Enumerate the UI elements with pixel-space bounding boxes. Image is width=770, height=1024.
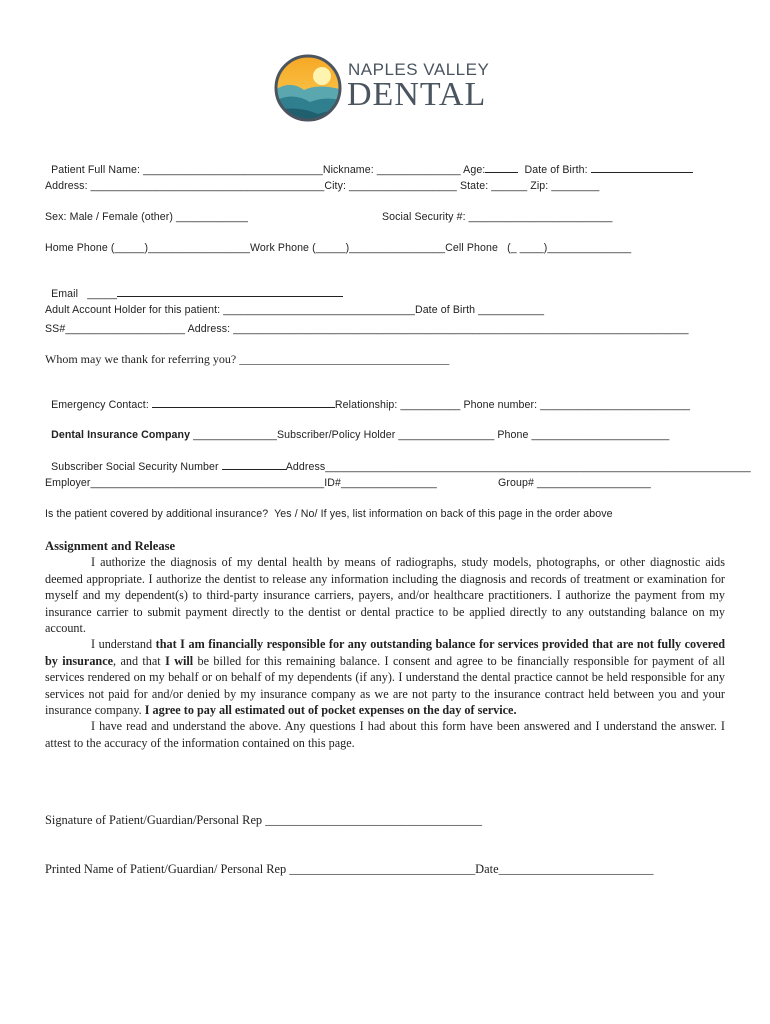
email-row[interactable]	[45, 272, 343, 301]
p2-text-a: I understand	[91, 637, 156, 652]
logo-line2: DENTAL	[347, 76, 487, 113]
emergency-label: Emergency Contact:	[51, 399, 149, 411]
subscriber-address: Address_______________________________________________________________________	[285, 461, 751, 473]
assignment-paragraph-2	[45, 636, 725, 718]
email-field[interactable]	[117, 286, 343, 297]
p2-text-e: be billed for this remaining balance. I consent and agree to be financially responsible for payment of all services rendered on my behalf or on behalf of my dependents (if any). I understand the dental practice cannot be held responsible for any services not paid for and/or denied by my insurance company as we are not party to the insurance contract held between you and your insurance company.	[45, 653, 725, 718]
phone-row[interactable]: Home Phone (_____)_________________Work Phone (_____)________________Cell Phone (_ ____)______________	[45, 242, 632, 254]
signature-line[interactable]: Signature of Patient/Guardian/Personal Rep ___________________________________	[45, 813, 483, 827]
insurance-rest: ______________Subscriber/Policy Holder ________________ Phone _______________________	[190, 429, 670, 441]
ssn-row[interactable]: Social Security #: ________________________	[382, 211, 613, 223]
ss-address-row[interactable]: SS#____________________ Address: ____________________________________________________________________________	[45, 323, 689, 335]
employer-row[interactable]: Employer_______________________________________ID#________________	[45, 477, 437, 489]
logo-line1: NAPLES VALLEY	[348, 60, 490, 79]
emergency-field[interactable]	[152, 397, 335, 408]
address-row[interactable]: Address: _______________________________________City: __________________ State: ______ Zip: ________	[45, 180, 600, 192]
account-holder-row[interactable]: Adult Account Holder for this patient: ________________________________Date of Birth ___________	[45, 304, 545, 316]
additional-insurance-row[interactable]: Is the patient covered by additional insurance? Yes / No/ If yes, list information on back of this page in the order above	[45, 508, 613, 520]
naples-valley-dental-logo	[270, 54, 500, 122]
printed-name-line[interactable]: Printed Name of Patient/Guardian/ Personal Rep ______________________________Date_________________________	[45, 862, 654, 876]
p2-bold-f: I agree to pay all estimated out of pocket expenses on the day of service.	[144, 703, 517, 718]
assignment-paragraph-1: I authorize the diagnosis of my dental health by means of radiographs, study models, photographs, or other diagnostic aids deemed appropriate. I authorize the dentist to release any information including the diagnosis and records of treatment or examination for myself and my dependent(s) to third-party insurance carriers, payers, and/or healthcare practitioners. I authorize the payment from my insurance carrier to submit payment directly to the dentist or dental practice to be applied directly to any outstanding balance on my account.	[45, 555, 725, 636]
assignment-release-section	[45, 538, 725, 751]
subscriber-ssn-row[interactable]	[45, 445, 751, 474]
subscriber-ssn-label: Subscriber Social Security Number	[51, 461, 219, 473]
insurance-row[interactable]	[45, 414, 669, 442]
email-label: Email _____	[51, 288, 118, 300]
relationship-label: Relationship: __________ Phone number: _________________________	[334, 399, 691, 411]
insurance-company-label: Dental Insurance Company	[51, 429, 191, 441]
assignment-paragraph-3: I have read and understand the above. Any questions I had about this form have been answered and I understand the answer. I attest to the accuracy of the information contained on this page.	[45, 719, 725, 750]
referral-row[interactable]: Whom may we thank for referring you? ___________________________________	[45, 352, 450, 366]
assignment-title: Assignment and Release	[45, 539, 176, 553]
logo-emblem-icon	[270, 54, 350, 122]
sex-row[interactable]: Sex: Male / Female (other) ____________	[45, 211, 248, 223]
patient-name-label: Patient Full Name: ______________________________Nickname: ______________ Age:	[51, 164, 486, 176]
p2-bold-b: that I am financially responsible for any outstanding balance for services provided that are not fully covered by insurance	[45, 637, 725, 668]
subscriber-ssn-field[interactable]	[222, 459, 286, 470]
group-row[interactable]: Group# ___________________	[498, 477, 651, 489]
dob-label: Date of Birth:	[524, 164, 588, 176]
emergency-row[interactable]	[45, 383, 690, 412]
p2-bold-d: I will	[165, 653, 194, 668]
age-field[interactable]	[485, 162, 518, 173]
dob-field[interactable]	[591, 162, 693, 173]
p2-text-c: , and that	[113, 653, 166, 668]
patient-info-row	[45, 148, 693, 177]
